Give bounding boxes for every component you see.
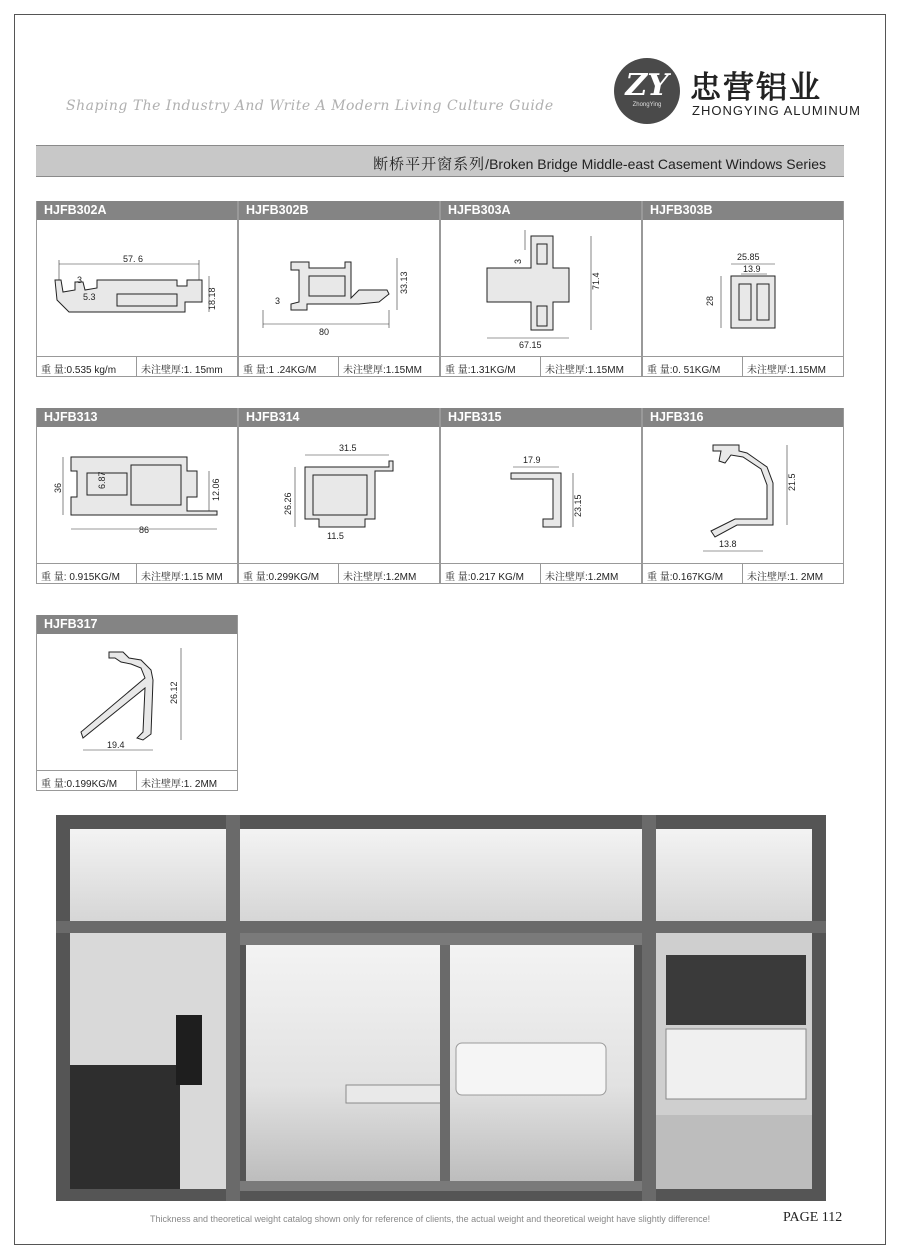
profile-weight: 重 量:0. 51KG/M <box>643 357 743 376</box>
dim-label: 11.5 <box>327 531 344 541</box>
profile-card-hjfb314 <box>238 408 440 584</box>
dim-label: 19.4 <box>107 740 125 750</box>
profile-card-hjfb317 <box>36 615 238 791</box>
profile-wall-thickness: 未注壁厚:1. 2MM <box>141 779 218 790</box>
profile-card-hjfb316 <box>642 408 844 584</box>
profile-code: HJFB315 <box>441 408 641 427</box>
dim-label: 80 <box>319 327 330 337</box>
profile-drawing <box>441 427 641 563</box>
profile-code: HJFB313 <box>37 408 237 427</box>
profile-code: HJFB316 <box>643 408 843 427</box>
page-number: PAGE 112 <box>783 1210 843 1225</box>
profile-drawing <box>643 427 843 563</box>
profile-drawing <box>37 634 237 770</box>
profile-weight: 重 量:0.535 kg/m <box>37 357 137 376</box>
dim-label: 67.15 <box>519 340 542 350</box>
profile-weight: 重 量:0.167KG/M <box>643 564 743 583</box>
profile-wall-thickness: 未注壁厚:1.2MM <box>343 572 417 583</box>
profile-weight: 重 量:0.299KG/M <box>239 564 339 583</box>
profile-weight: 重 量:0.199KG/M <box>37 771 137 790</box>
profile-drawing <box>37 427 237 563</box>
window-installation-photo <box>56 815 826 1201</box>
dim-label: 17.9 <box>523 455 541 465</box>
profile-code: HJFB303A <box>441 201 641 220</box>
profile-code: HJFB317 <box>37 615 237 634</box>
dim-label: 33.13 <box>399 271 409 294</box>
dim-label: 57. 6 <box>123 254 144 264</box>
dim-label: 28 <box>705 295 715 306</box>
dim-label: 12.06 <box>211 478 221 501</box>
dim-label: 23.15 <box>573 494 583 517</box>
dim-label: 18.18 <box>207 287 217 310</box>
dim-label: 25.85 <box>737 252 760 262</box>
profile-wall-thickness: 未注壁厚:1.15 MM <box>141 572 223 583</box>
profile-wall-thickness: 未注壁厚:1.15MM <box>747 365 826 376</box>
profile-wall-thickness: 未注壁厚:1.2MM <box>545 572 619 583</box>
profile-weight: 重 量:0.217 KG/M <box>441 564 541 583</box>
profile-wall-thickness: 未注壁厚:1. 15mm <box>141 365 223 376</box>
dim-label: 26.26 <box>283 492 293 515</box>
profile-card-hjfb302b <box>238 201 440 377</box>
profile-drawing <box>441 220 641 356</box>
series-title-bar <box>36 145 844 177</box>
dim-label: 31.5 <box>339 443 357 453</box>
dim-label: 3 <box>275 296 281 306</box>
profile-drawing <box>643 220 843 356</box>
dim-label: 13.8 <box>719 539 737 549</box>
profile-code: HJFB303B <box>643 201 843 220</box>
profile-card-hjfb315 <box>440 408 642 584</box>
dim-label: 36 <box>53 482 63 493</box>
profile-drawing <box>239 427 439 563</box>
profile-card-hjfb302a <box>36 201 238 377</box>
profile-code: HJFB302B <box>239 201 439 220</box>
profile-card-hjfb303b <box>642 201 844 377</box>
profile-wall-thickness: 未注壁厚:1. 2MM <box>747 572 824 583</box>
dim-label: 6.87 <box>97 471 107 489</box>
zy-logo-icon: ZY ZhongYing <box>614 58 680 124</box>
tagline: Shaping The Industry And Write A Modern Living Culture Guide <box>66 98 554 114</box>
dim-label: 71.4 <box>591 272 601 290</box>
brand-name-en: ZHONGYING ALUMINUM <box>692 103 861 118</box>
series-title: 断桥平开窗系列/Broken Bridge Middle-east Casement Windows Series <box>373 155 826 173</box>
dim-label: 3 <box>513 258 523 264</box>
dim-label: 3 <box>77 275 83 285</box>
profile-code: HJFB302A <box>37 201 237 220</box>
profile-drawing <box>37 220 237 356</box>
dim-label: 13.9 <box>743 264 761 274</box>
dim-label: 5.3 <box>83 292 96 302</box>
profile-wall-thickness: 未注壁厚:1.15MM <box>545 365 624 376</box>
dim-label: 21.5 <box>787 473 797 491</box>
profile-code: HJFB314 <box>239 408 439 427</box>
profile-weight: 重 量:1 .24KG/M <box>239 357 339 376</box>
disclaimer-note: Thickness and theoretical weight catalog shown only for reference of clients, the actual weight and theoretical weight have slightly difference! <box>150 1214 711 1224</box>
profile-weight: 重 量: 0.915KG/M <box>37 564 137 583</box>
dim-label: 26.12 <box>169 681 179 704</box>
brand-name-cn: 忠营铝业 <box>690 70 822 106</box>
profile-card-hjfb313 <box>36 408 238 584</box>
profile-wall-thickness: 未注壁厚:1.15MM <box>343 365 422 376</box>
profile-drawing <box>239 220 439 356</box>
profile-weight: 重 量:1.31KG/M <box>441 357 541 376</box>
profile-card-hjfb303a <box>440 201 642 377</box>
dim-label: 86 <box>139 525 150 535</box>
